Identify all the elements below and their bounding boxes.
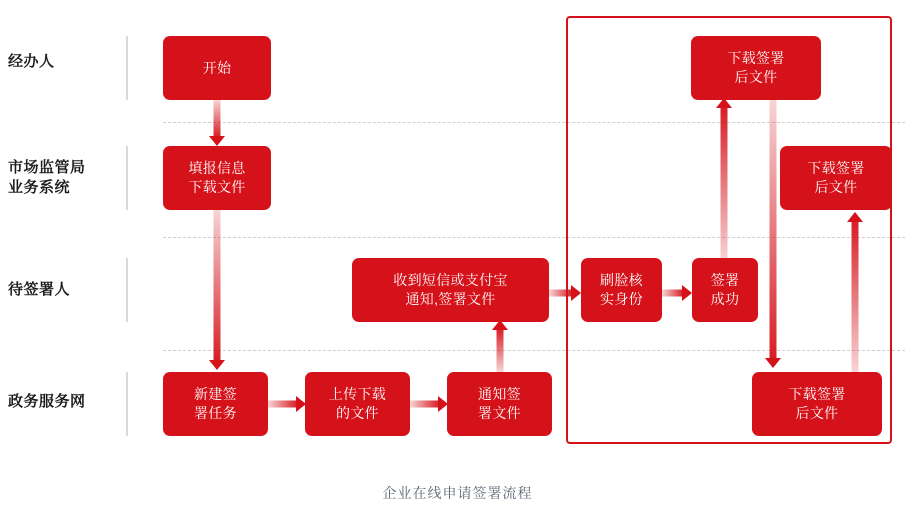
arrow-notify-to-sms-notice bbox=[490, 320, 510, 372]
node-new-sign-task[interactable] bbox=[163, 372, 268, 436]
diagram-caption: 企业在线申请签署流程 bbox=[382, 485, 533, 501]
node-sign-success-line-2: 成功 bbox=[710, 291, 740, 307]
arrow-download-top-to-download-bottom bbox=[763, 100, 783, 368]
lane-label-market-supervision bbox=[8, 158, 116, 198]
arrow-download-bottom-to-download-right bbox=[845, 212, 865, 372]
arrow-start-to-fill-info bbox=[207, 100, 227, 146]
node-sms-alipay-notice-line-2: 通知,签署文件 bbox=[405, 291, 496, 307]
node-upload-download-file-line-1: 上传下载 bbox=[328, 386, 387, 402]
node-fill-info-download-line-1: 填报信息 bbox=[188, 160, 246, 176]
arrow-new-task-to-upload bbox=[268, 394, 306, 414]
node-face-verify-line-1: 刷脸核 bbox=[600, 272, 643, 288]
node-fill-info-download[interactable] bbox=[163, 146, 271, 210]
node-face-verify[interactable] bbox=[581, 258, 662, 322]
node-download-signed-right-line-2: 后文件 bbox=[814, 179, 858, 195]
lane-label-signer-line-1: 待签署人 bbox=[8, 281, 71, 298]
lane-label-operator bbox=[8, 52, 116, 72]
arrow-sms-notice-to-face-verify bbox=[549, 283, 581, 303]
node-sms-alipay-notice[interactable] bbox=[352, 258, 549, 322]
node-download-signed-top-line-1: 下载签署 bbox=[727, 50, 785, 66]
arrow-face-verify-to-sign-success bbox=[662, 283, 692, 303]
node-notify-sign-file-line-2: 署文件 bbox=[478, 405, 521, 421]
node-sign-success-line-1: 签署 bbox=[710, 272, 740, 288]
lane-tick-signer bbox=[126, 258, 128, 322]
lane-label-market-supervision-line-2: 业务系统 bbox=[8, 179, 71, 196]
node-download-signed-bottom-line-2: 后文件 bbox=[795, 405, 839, 421]
node-download-signed-bottom[interactable] bbox=[752, 372, 882, 436]
node-start-line-1: 开始 bbox=[202, 59, 232, 76]
lane-label-gov-service bbox=[8, 392, 116, 412]
arrow-fill-info-to-new-task bbox=[207, 210, 227, 370]
node-sms-alipay-notice-line-1: 收到短信或支付宝 bbox=[393, 272, 508, 288]
node-download-signed-top-line-2: 后文件 bbox=[734, 69, 778, 85]
lane-label-operator-line-1: 经办人 bbox=[8, 53, 55, 70]
lane-label-gov-service-line-1: 政务服务网 bbox=[8, 393, 86, 410]
arrow-sign-success-to-download-top bbox=[714, 98, 734, 262]
arrow-upload-to-notify bbox=[410, 394, 448, 414]
node-sign-success[interactable] bbox=[692, 258, 758, 322]
node-download-signed-right[interactable] bbox=[780, 146, 892, 210]
node-new-sign-task-line-2: 署任务 bbox=[194, 405, 237, 421]
node-fill-info-download-line-2: 下载文件 bbox=[188, 179, 246, 195]
node-start[interactable] bbox=[163, 36, 271, 100]
lane-label-signer bbox=[8, 280, 116, 300]
node-upload-download-file-line-2: 的文件 bbox=[336, 405, 379, 421]
node-new-sign-task-line-1: 新建签 bbox=[194, 386, 237, 402]
node-notify-sign-file-line-1: 通知签 bbox=[478, 386, 521, 402]
node-download-signed-bottom-line-1: 下载签署 bbox=[788, 386, 846, 402]
lane-tick-market-supervision bbox=[126, 146, 128, 210]
lane-label-market-supervision-line-1: 市场监管局 bbox=[8, 159, 86, 176]
lane-tick-operator bbox=[126, 36, 128, 100]
node-download-signed-top[interactable] bbox=[691, 36, 821, 100]
node-notify-sign-file[interactable] bbox=[447, 372, 552, 436]
node-upload-download-file[interactable] bbox=[305, 372, 410, 436]
node-download-signed-right-line-1: 下载签署 bbox=[807, 160, 865, 176]
lane-tick-gov-service bbox=[126, 372, 128, 436]
node-face-verify-line-2: 实身份 bbox=[600, 291, 643, 307]
